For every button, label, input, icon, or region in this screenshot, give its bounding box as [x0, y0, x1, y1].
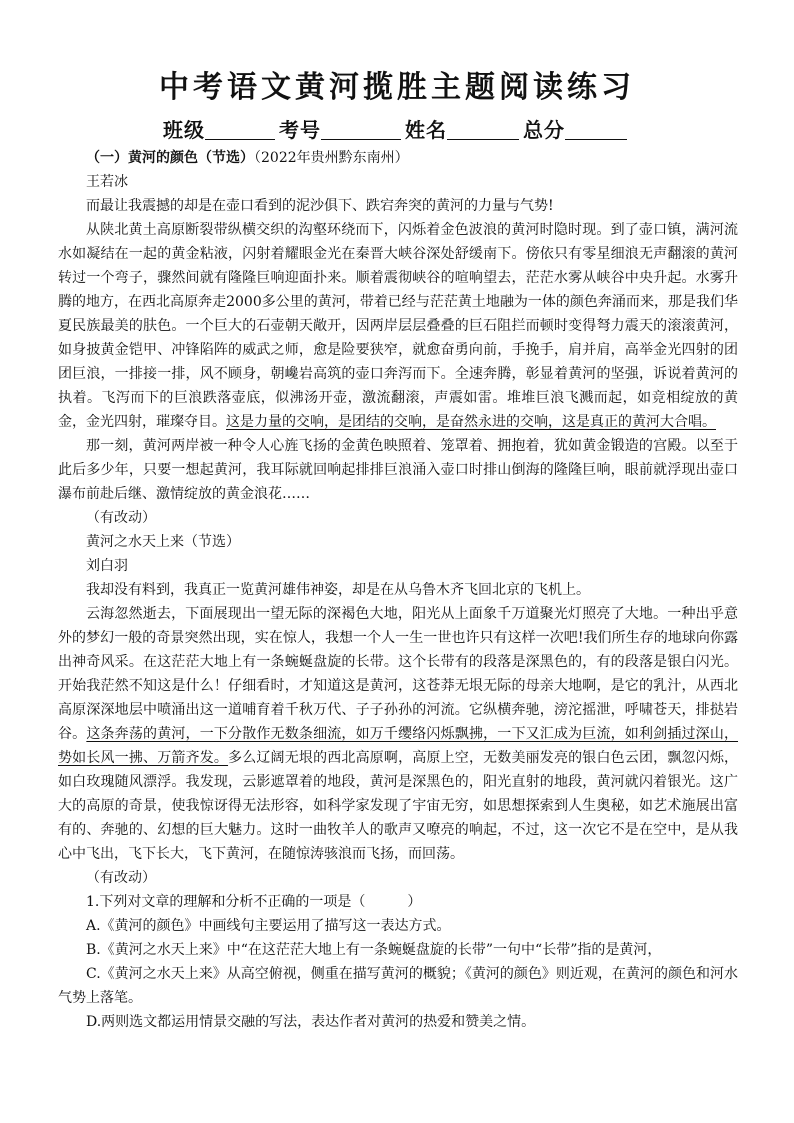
exam-no-label: 考号	[279, 118, 321, 142]
name-label: 姓名	[405, 118, 447, 142]
section1-paragraph-3: 那一刻，黄河两岸被一种令人心旌飞扬的金黄色映照着、笼罩着、拥抱着，犹如黄金锻造的宫殿。以至于此后多少年，只要一想起黄河，我耳际就回响起排排巨浪涌入壶口时排山倒海的隆隆巨响，眼前就浮现出壶口瀑布前赴后继、激情绽放的黄金浪花……	[58, 438, 738, 502]
section1-heading-line	[58, 146, 738, 170]
section1-note: （有改动）	[86, 510, 156, 526]
student-info-line	[0, 114, 794, 143]
section1-underlined-sentence: 这是力量的交响，是团结的交响，是奋然永进的交响，这是真正的黄河大合唱。	[226, 414, 716, 430]
question1-option-b: B.《黄河之水天上来》中“在这茫茫大地上有一条蜿蜒盘旋的长带”一句中“长带”指的是黄河，	[86, 942, 662, 958]
section2-note: （有改动）	[86, 870, 156, 886]
section2-heading: 黄河之水天上来（节选）	[86, 534, 240, 550]
section2-paragraph-2	[58, 602, 738, 866]
score-blank	[565, 119, 627, 140]
name-blank	[447, 119, 519, 140]
section1-paragraph-2	[58, 218, 738, 434]
page-title: 中考语文黄河揽胜主题阅读练习	[159, 70, 635, 105]
section1-paragraph-1: 而最让我震撼的却是在壶口看到的泥沙俱下、跌宕奔突的黄河的力量与气势!	[86, 198, 554, 214]
section1-source: （2022年贵州黔东南州）	[254, 150, 409, 166]
section2-underlined-sentence: 这条奔荡的黄河，一下分散作无数条细流，如万千缨络闪烁飘拂，一下又汇成为巨流，如利剑插过深山，势如长风一拂、万箭齐发。	[58, 726, 739, 766]
question1-stem: 1.下列对文章的理解和分析不正确的一项是（ ）	[86, 894, 422, 910]
section1-paragraph-2-text: 从陕北黄土高原断裂带纵横交织的沟壑环绕而下，闪烁着金色波浪的黄河时隐时现。到了壶口镇，满河流水如凝结在一起的黄金粘液，闪射着耀眼金光在秦晋大峡谷深处舒缓南下。傍依只有零星细浪无声翻滚的黄河转过一个弯子，骤然间就有隆隆巨响迎面扑来。顺着震彻峡谷的喧响望去，茫茫水雾从峡谷中央升起。水雾升腾的地方，在西北高原奔走2000多公里的黄河，带着已经与茫茫黄土地融为一体的颜色奔涌而来，那是我们华夏民族最美的肤色。一个巨大的石壶朝天敞开，因两岸层层叠叠的巨石阻拦而顿时变得弩力震天的滚滚黄河，如身披黄金铠甲、冲锋陷阵的威武之师，愈是险要狭窄，就愈奋勇向前，手挽手，肩并肩，高举金光四射的团团巨浪，一排接一排，风不顾身，朝巉岩高筑的壶口奔泻而下。全速奔腾，彰显着黄河的坚强，诉说着黄河的执着。飞泻而下的巨浪跌落壶底，似沸汤开壶，激流翻滚，声震如雷。堆堆巨浪飞溅而起，如竞相绽放的黄金，金光四射，璀璨夺目。	[58, 222, 738, 430]
section1-heading: （一）黄河的颜色（节选）	[86, 150, 254, 166]
class-blank	[205, 119, 275, 140]
section2-paragraph-2-text-a: 云海忽然逝去，下面展现出一望无际的深褐色大地，阳光从上面象千万道聚光灯照亮了大地。一种出乎意外的梦幻一般的奇景突然出现，实在惊人，我想一个人一生一世也许只有这样一次吧!我们所生存的地球向你露出神奇风采。在这茫茫大地上有一条蜿蜒盘旋的长带。这个长带有的段落是深黑色的，有的段落是银白闪光。开始我茫然不知这是什么！仔细看时，才知道这是黄河，这苍莽无垠无际的母亲大地啊，是它的乳汁，从西北高原深深地层中喷涌出这一道哺育着千秋万代、子子孙孙的河流。它纵横奔驰，滂沱摇泄，呼啸苍天，排挞岩谷。	[58, 606, 738, 742]
question1-option-d: D.两则选文都运用情景交融的写法，表达作者对黄河的热爱和赞美之情。	[86, 1014, 536, 1030]
section2-paragraph-1: 我却没有料到，我真正一览黄河雄伟神姿，却是在从乌鲁木齐飞回北京的飞机上。	[86, 582, 590, 598]
question1-option-a: A.《黄河的颜色》中画线句主要运用了描写这一表达方式。	[86, 918, 451, 934]
score-label: 总分	[523, 118, 565, 142]
exam-no-blank	[321, 119, 401, 140]
reading-content	[58, 146, 738, 1034]
section2-author: 刘白羽	[86, 558, 128, 574]
section1-author: 王若冰	[86, 174, 128, 190]
question1-option-c: C.《黄河之水天上来》从高空俯视，侧重在描写黄河的概貌；《黄河的颜色》则近观，在黄河的颜色和河水气势上落笔。	[58, 966, 738, 1006]
section2-paragraph-2-text-b: 多么辽阔无垠的西北高原啊，高原上空，无数美丽发亮的银白色云团，飘忽闪烁，如白玫瑰随风漂浮。我发现，云影遮罩着的地段，黄河是深黑色的，阳光直射的地段，黄河就闪着银光。这广大的高原的奇景，使我惊讶得无法形容，如科学家发现了宇宙无穷，如思想探索到人生奥秘，如艺术施展出富有的、奔驰的、幻想的巨大魅力。这时一曲牧羊人的歌声又嘹亮的响起，不过，这一次它不是在空中，是从我心中飞出，飞下长大，飞下黄河，在随惊涛骇浪而飞扬，而回荡。	[58, 750, 739, 862]
class-label: 班级	[163, 118, 205, 142]
